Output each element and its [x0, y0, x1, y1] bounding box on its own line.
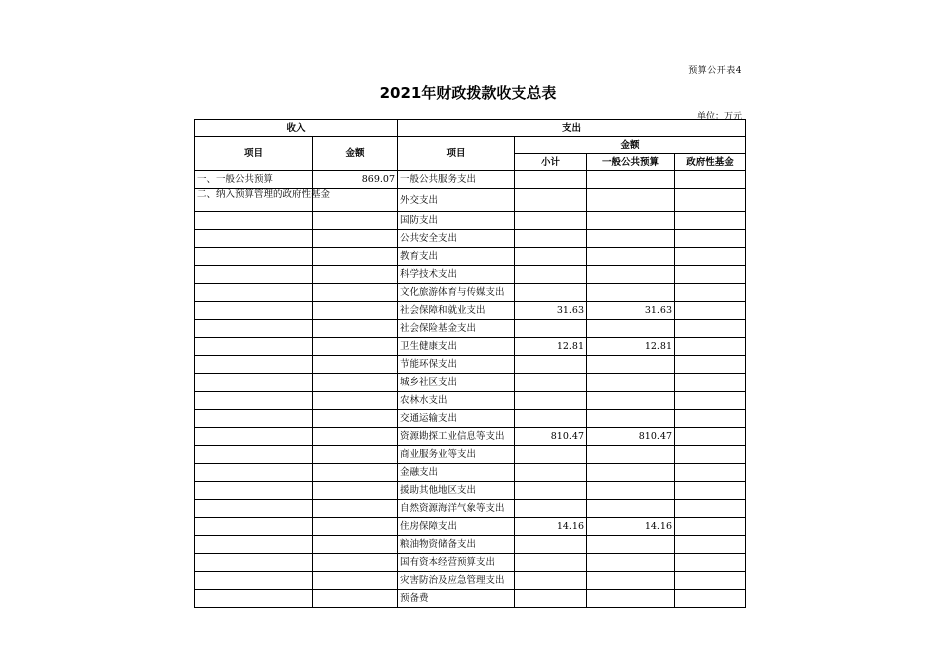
general-budget-cell	[587, 590, 675, 608]
table-row	[195, 189, 746, 212]
income-amount-cell: 869.07	[313, 171, 398, 189]
income-amount-cell	[313, 446, 398, 464]
expense-item-cell: 资源勘探工业信息等支出	[398, 428, 515, 446]
table-row	[195, 446, 746, 464]
gov-fund-cell	[675, 189, 746, 212]
gov-fund-cell	[675, 536, 746, 554]
income-amount-cell	[313, 428, 398, 446]
income-item-cell	[195, 374, 313, 392]
table-row	[195, 464, 746, 482]
expense-item-cell: 农林水支出	[398, 392, 515, 410]
subtotal-cell	[515, 212, 587, 230]
expense-item-cell: 援助其他地区支出	[398, 482, 515, 500]
general-budget-cell	[587, 284, 675, 302]
income-amount-cell	[313, 338, 398, 356]
subtotal-cell	[515, 392, 587, 410]
gov-fund-header: 政府性基金	[675, 154, 746, 171]
subtotal-cell	[515, 284, 587, 302]
expense-item-cell: 商业服务业等支出	[398, 446, 515, 464]
income-amount-cell	[313, 482, 398, 500]
gov-fund-cell	[675, 410, 746, 428]
income-amount-cell	[313, 500, 398, 518]
income-amount-cell	[313, 554, 398, 572]
gov-fund-cell	[675, 266, 746, 284]
general-budget-cell	[587, 320, 675, 338]
gov-fund-cell	[675, 248, 746, 266]
income-amount-cell	[313, 212, 398, 230]
unit-label: 单位：万元	[696, 112, 742, 122]
income-amount-cell	[313, 374, 398, 392]
subtotal-cell	[515, 554, 587, 572]
general-budget-cell	[587, 446, 675, 464]
expense-item-cell: 社会保险基金支出	[398, 320, 515, 338]
general-budget-cell: 31.63	[587, 302, 675, 320]
expense-item-cell: 公共安全支出	[398, 230, 515, 248]
income-amount-header: 金额	[313, 137, 398, 171]
income-item-cell	[195, 320, 313, 338]
table-row	[195, 536, 746, 554]
subtotal-cell	[515, 410, 587, 428]
general-budget-cell	[587, 536, 675, 554]
table-row	[195, 590, 746, 608]
income-item-cell	[195, 572, 313, 590]
income-item-cell	[195, 338, 313, 356]
subtotal-cell	[515, 171, 587, 189]
general-budget-cell	[587, 482, 675, 500]
amount-group-header: 金额	[515, 137, 746, 154]
table-row	[195, 554, 746, 572]
general-budget-cell	[587, 266, 675, 284]
table-row	[195, 230, 746, 248]
income-amount-cell	[313, 302, 398, 320]
income-item-cell	[195, 212, 313, 230]
general-budget-cell	[587, 410, 675, 428]
general-budget-cell	[587, 554, 675, 572]
gov-fund-cell	[675, 302, 746, 320]
expense-header: 支出	[398, 120, 746, 137]
income-amount-cell	[313, 572, 398, 590]
income-item-cell	[195, 410, 313, 428]
income-amount-cell	[313, 248, 398, 266]
income-item-cell	[195, 536, 313, 554]
income-amount-cell	[313, 230, 398, 248]
subtotal-cell	[515, 320, 587, 338]
gov-fund-cell	[675, 500, 746, 518]
gov-fund-cell	[675, 284, 746, 302]
table-row	[195, 248, 746, 266]
table-row	[195, 212, 746, 230]
general-budget-cell	[587, 374, 675, 392]
income-item-cell	[195, 266, 313, 284]
gov-fund-cell	[675, 446, 746, 464]
gov-fund-cell	[675, 356, 746, 374]
income-item-header: 项目	[195, 137, 313, 171]
expense-item-cell: 节能环保支出	[398, 356, 515, 374]
general-budget-cell	[587, 248, 675, 266]
subtotal-cell: 12.81	[515, 338, 587, 356]
income-amount-cell	[313, 464, 398, 482]
subtotal-cell	[515, 374, 587, 392]
income-header: 收入	[195, 120, 398, 137]
expense-item-cell: 住房保障支出	[398, 518, 515, 536]
expense-item-cell: 城乡社区支出	[398, 374, 515, 392]
general-budget-cell	[587, 500, 675, 518]
income-item-cell	[195, 392, 313, 410]
income-item-cell	[195, 248, 313, 266]
expense-item-cell: 交通运输支出	[398, 410, 515, 428]
subtotal-cell	[515, 356, 587, 374]
income-amount-cell	[313, 320, 398, 338]
subtotal-cell	[515, 500, 587, 518]
income-item-cell	[195, 518, 313, 536]
table-row	[195, 171, 746, 189]
expense-item-cell: 自然资源海洋气象等支出	[398, 500, 515, 518]
subtotal-cell	[515, 189, 587, 212]
expense-item-cell: 一般公共服务支出	[398, 171, 515, 189]
table-row	[195, 284, 746, 302]
income-item-cell: 一、一般公共预算	[195, 171, 313, 189]
subtotal-cell	[515, 572, 587, 590]
general-budget-cell	[587, 230, 675, 248]
income-amount-cell	[313, 410, 398, 428]
general-budget-cell	[587, 356, 675, 374]
table-row	[195, 302, 746, 320]
budget-table	[194, 119, 746, 608]
income-item-cell	[195, 500, 313, 518]
subtotal-cell	[515, 482, 587, 500]
expense-item-header: 项目	[398, 137, 515, 171]
general-budget-cell	[587, 189, 675, 212]
income-item-cell: 二、纳入预算管理的政府性基金	[195, 189, 313, 212]
expense-item-cell: 粮油物资储备支出	[398, 536, 515, 554]
subtotal-cell	[515, 590, 587, 608]
gov-fund-cell	[675, 518, 746, 536]
table-row	[195, 572, 746, 590]
expense-item-cell: 金融支出	[398, 464, 515, 482]
income-amount-cell	[313, 518, 398, 536]
gov-fund-cell	[675, 428, 746, 446]
table-row	[195, 500, 746, 518]
general-budget-cell	[587, 171, 675, 189]
subtotal-header: 小计	[515, 154, 587, 171]
income-amount-cell	[313, 392, 398, 410]
gov-fund-cell	[675, 590, 746, 608]
subtotal-cell: 810.47	[515, 428, 587, 446]
table-row	[195, 428, 746, 446]
gov-fund-cell	[675, 374, 746, 392]
income-item-cell	[195, 284, 313, 302]
expense-item-cell: 卫生健康支出	[398, 338, 515, 356]
general-budget-cell	[587, 392, 675, 410]
income-item-cell	[195, 428, 313, 446]
gov-fund-cell	[675, 338, 746, 356]
subtotal-cell	[515, 464, 587, 482]
income-item-cell	[195, 464, 313, 482]
header-row-1	[195, 120, 746, 137]
general-budget-cell	[587, 572, 675, 590]
income-item-cell	[195, 230, 313, 248]
expense-item-cell: 预备费	[398, 590, 515, 608]
table-row	[195, 266, 746, 284]
table-row	[195, 518, 746, 536]
gov-fund-cell	[675, 320, 746, 338]
income-amount-cell	[313, 590, 398, 608]
general-budget-header: 一般公共预算	[587, 154, 675, 171]
income-item-cell	[195, 482, 313, 500]
general-budget-cell	[587, 212, 675, 230]
gov-fund-cell	[675, 212, 746, 230]
subtotal-cell	[515, 536, 587, 554]
table-row	[195, 320, 746, 338]
expense-item-cell: 灾害防治及应急管理支出	[398, 572, 515, 590]
document-title: 2021年财政拨款收支总表	[379, 84, 557, 102]
gov-fund-cell	[675, 230, 746, 248]
income-item-cell	[195, 590, 313, 608]
header-row-2	[195, 137, 746, 154]
gov-fund-cell	[675, 572, 746, 590]
income-item-cell	[195, 356, 313, 374]
general-budget-cell	[587, 464, 675, 482]
subtotal-cell: 31.63	[515, 302, 587, 320]
subtotal-cell	[515, 266, 587, 284]
subtotal-cell	[515, 248, 587, 266]
table-row	[195, 410, 746, 428]
expense-item-cell: 国有资本经营预算支出	[398, 554, 515, 572]
table-row	[195, 338, 746, 356]
expense-item-cell: 科学技术支出	[398, 266, 515, 284]
income-item-cell	[195, 446, 313, 464]
expense-item-cell: 外交支出	[398, 189, 515, 212]
expense-item-cell: 文化旅游体育与传媒支出	[398, 284, 515, 302]
income-item-cell	[195, 554, 313, 572]
subtotal-cell	[515, 446, 587, 464]
table-row	[195, 482, 746, 500]
expense-item-cell: 国防支出	[398, 212, 515, 230]
general-budget-cell: 12.81	[587, 338, 675, 356]
table-row	[195, 374, 746, 392]
gov-fund-cell	[675, 464, 746, 482]
income-amount-cell	[313, 284, 398, 302]
table-number: 预算公开表4	[688, 66, 742, 76]
gov-fund-cell	[675, 554, 746, 572]
income-item-cell	[195, 302, 313, 320]
general-budget-cell: 14.16	[587, 518, 675, 536]
gov-fund-cell	[675, 392, 746, 410]
table-row	[195, 356, 746, 374]
expense-item-cell: 教育支出	[398, 248, 515, 266]
general-budget-cell: 810.47	[587, 428, 675, 446]
income-amount-cell	[313, 536, 398, 554]
income-amount-cell	[313, 356, 398, 374]
subtotal-cell	[515, 230, 587, 248]
gov-fund-cell	[675, 482, 746, 500]
subtotal-cell: 14.16	[515, 518, 587, 536]
table-row	[195, 392, 746, 410]
gov-fund-cell	[675, 171, 746, 189]
expense-item-cell: 社会保障和就业支出	[398, 302, 515, 320]
income-amount-cell	[313, 266, 398, 284]
